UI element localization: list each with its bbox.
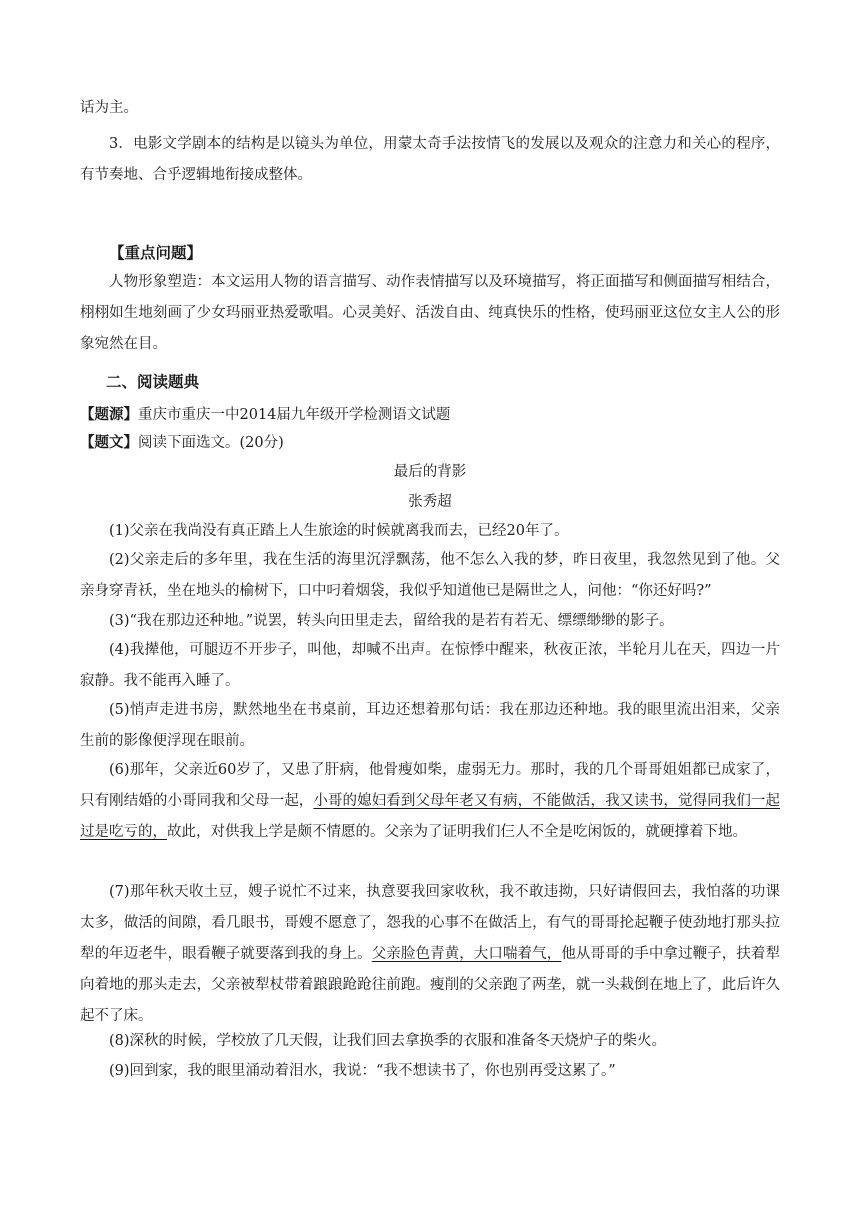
paragraph-1: (1)父亲在我尚没有真正踏上人生旅途的时候就离我而去，已经20年了。 [109, 523, 569, 539]
key-issue-heading: 【重点问题】 [109, 244, 203, 262]
paragraph-6 [80, 755, 780, 848]
point-3-paragraph: 3．电影文学剧本的结构是以镜头为单位，用蒙太奇手法按情飞的发展以及观众的注意力和关心的程序，有节奏地、合乎逻辑地衔接成整体。 [80, 136, 780, 183]
paragraph-6-part-b: 故此，对供我上学是颇不情愿的。父亲为了证明我们仨人不全是吃闲饭的，就硬撑着下地。 [167, 824, 747, 840]
paragraph-2: (2)父亲走后的多年里，我在生活的海里沉浮飘荡，他不怎么入我的梦，昨日夜里，我忽然见到了他。父亲身穿青袄，坐在地头的榆树下，口中叼着烟袋，我似乎知道他已是隔世之人，问他：“你还好吗?” [80, 552, 780, 599]
continuation-text: 话为主。 [80, 100, 138, 116]
source-label: 【题源】 [80, 406, 138, 423]
article-author: 张秀超 [408, 494, 452, 510]
question-label: 【题文】 [80, 434, 138, 451]
paragraph-7 [80, 877, 780, 1032]
source-line [80, 405, 780, 425]
key-issue-paragraph: 人物形象塑造：本文运用人物的语言描写、动作表情描写以及环境描写，将正面描写和侧面描写相结合，栩栩如生地刻画了少女玛丽亚热爱歌唱。心灵美好、活泼自由、纯真快乐的性格，使玛丽亚这位女主人公的形象宛然在目。 [80, 274, 780, 352]
source-text: 重庆市重庆一中2014届九年级开学检测语文试题 [138, 407, 451, 423]
paragraph-6-part-a: (6)那年，父亲近60岁了，又患了肝病，他骨瘦如柴，虚弱无力。那时，我的几个哥哥姐姐都已成家了，只有刚结婚的小哥同我和父母一起， [80, 762, 780, 809]
paragraph-3: (3)“我在那边还种地。”说罢，转头向田里走去，留给我的是若有若无、缥缥缈缈的影子。 [109, 613, 674, 629]
article-title: 最后的背影 [393, 464, 467, 480]
section-2-heading: 二、阅读题典 [106, 373, 200, 391]
paragraph-4: (4)我撵他，可腿迈不开步子，叫他，却喊不出声。在惊悸中醒来，秋夜正浓，半轮月儿在天，四边一片寂静。我不能再入睡了。 [80, 642, 780, 689]
paragraph-9: (9)回到家，我的眼里涌动着泪水，我说：“我不想读书了，你也别再受这累了。” [109, 1063, 616, 1079]
paragraph-7-part-b: 他从哥哥的手中拿过鞭子，扶着犁向着地的那头走去，父亲被犁杖带着踉踉跄跄往前跑。瘦削的父亲跑了两垄，就一头栽倒在地上了，此后许久起不了床。 [80, 946, 781, 1024]
paragraph-5: (5)悄声走进书房，默然地坐在书桌前，耳边还想着那句话：我在那边还种地。我的眼里流出泪来，父亲生前的影像便浮现在眼前。 [80, 702, 780, 749]
question-text: 阅读下面选文。(20分) [138, 435, 284, 451]
paragraph-7-part-a: (7)那年秋天收土豆，嫂子说忙不过来，执意要我回家收秋，我不敢违拗，只好请假回去，我怕落的功课太多，做活的间隙，看几眼书，哥嫂不愿意了，怨我的心事不在做活上，有气的哥哥抡起鞭子使劲地打那头拉犁的年迈老牛，眼看鞭子就要落到我的身上。 [80, 884, 780, 962]
paragraph-8: (8)深秋的时候，学校放了几天假，让我们回去拿换季的衣服和准备冬天烧炉子的柴火。 [109, 1033, 667, 1049]
question-line [80, 433, 780, 453]
paragraph-7-underlined: 父亲脸色青黄，大口喘着气， [371, 946, 562, 962]
paragraph-6-underlined: 小哥的媳妇看到父母年老又有病，不能做活，我又读书，觉得同我们一起过是吃亏的， [80, 793, 781, 840]
